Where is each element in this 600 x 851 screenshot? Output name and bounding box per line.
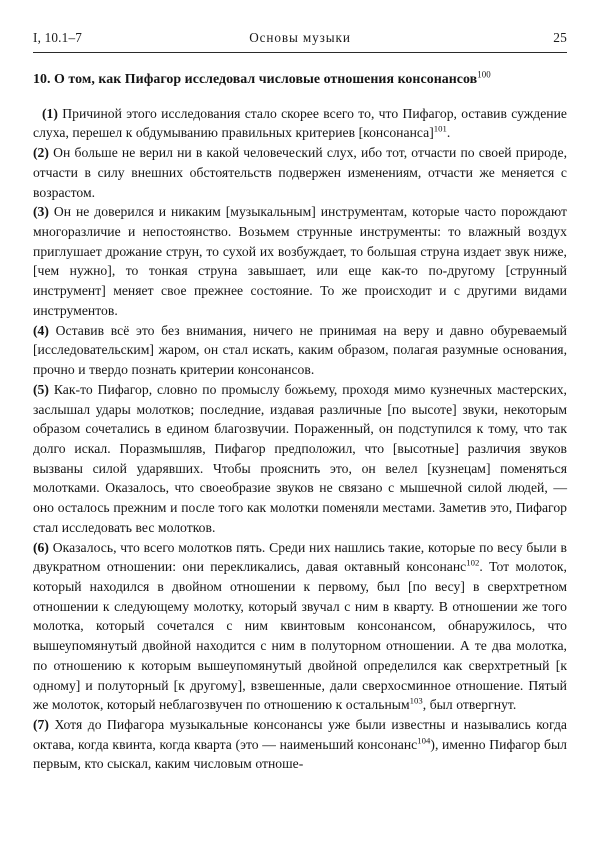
paragraph-5-text: Как-то Пифагор, словно по промыслу божьему, проходя мимо кузнечных мастерских, заслышал удары молотков; последние, издавая различные [по высоте] звуки, некоторым образом сочетались в едином благозвучии. Пораженный, он подступился к тому, что так долго искал. Поразмышляв, Пифагор предположил, что [высотные] различия звуков вызваны силой ударявших. Чтобы прояснить это, он велел [кузнецам] поменяться молотками. Оказалось, что своеобразие звуков не связано с мышечной силой людей, — оно осталось прежним и после того как молотки поменяли местами. Заметив это, Пифагор стал исследовать вес молотков.	[33, 381, 567, 535]
footnote-marker-102: 102	[466, 557, 480, 568]
paragraph-4	[33, 321, 567, 380]
paragraph-5	[33, 380, 567, 538]
paragraph-7	[33, 715, 567, 774]
paragraph-1-text-tail: .	[446, 125, 451, 141]
paragraph-2	[33, 143, 567, 202]
paragraph-7-text-tail: ), именно Пифагор был первым, кто сыскал, каким числовым отноше-	[33, 736, 567, 772]
paragraph-7-text: Хотя до Пифагора музыкальные консонансы уже были известны и назывались когда октава, когда квинта, когда кварта (это — наименьший консонанс	[33, 717, 567, 752]
running-head	[33, 30, 567, 46]
paragraph-6	[33, 538, 567, 715]
footnote-marker-100: 100	[477, 69, 491, 80]
page-number: 25	[553, 30, 567, 45]
paragraph-number-1: (1)	[42, 105, 58, 121]
footnote-marker-104: 104	[417, 735, 431, 746]
paragraph-number-7: (7)	[33, 717, 49, 733]
paragraph-3-text: Он не доверился и никаким [музыкальным] инструментам, которые часто порождают многоразличие и непостоянство. Возьмем струнные инструменты: то влажный воздух приглушает дрожание струн, то сухой их возбуждает, то большая струна издает звук ниже, [чем нужно], то тонкая струна завышает, или еще как-то по-другому [струнный инструмент] меняет свое прежнее состояние. То же происходит и с другими видами инструментов.	[33, 204, 567, 318]
paragraph-3	[33, 202, 567, 320]
running-head-rule	[33, 52, 567, 53]
footnote-marker-103: 103	[409, 695, 423, 706]
footnote-marker-101: 101	[433, 123, 447, 134]
section-title-text: 10. О том, как Пифагор исследовал числовые отношения	[33, 72, 395, 87]
paragraph-6-text-mid: . Тот молоток, который находился в двойном отношении к первому, был [по весу] в сверхтретном отношении к следующему молотку, который звучал с ним в кварту. В отношении же того молотка, который сочетался с ним квинтовым консонансом, обнаружилось, что вышеупомянутый двойной находится с ним в полуторном отношении. А те два молотка, по отношению к которым вышеупомянутый двойной определился как сверхтретный [к одному] и полуторный [к другому], взвешенные, дали сверхосминное отношение. Пятый же молоток, который неблагозвучен по отношению к остальным	[33, 559, 567, 713]
paragraph-number-5: (5)	[33, 381, 49, 397]
paragraph-2-text: Он больше не верил ни в какой человеческий слух, ибо тот, отчасти по своей природе, отчасти в силу внешних обстоятельств подвержен изменениям, отчасти же меняется с возрастом.	[33, 145, 567, 200]
section-title	[33, 70, 567, 90]
paragraph-6-text-tail: , был отвергнут.	[422, 697, 517, 713]
paragraph-1	[33, 104, 567, 143]
paragraph-6-text: Оказалось, что всего молотков пять. Среди них нашлись такие, которые по весу были в двукратном отношении: они перекликались, давая октавный консонанс	[33, 539, 567, 575]
paragraph-4-text: Оставив всё это без внимания, ничего не принимая на веру и давно обуреваемый [исследовательским] жаром, он стал искать, каким образом, полагая разумные основания, прочно и твердо познать критерии консонансов.	[33, 322, 567, 378]
text-column	[33, 70, 567, 774]
paragraph-number-4: (4)	[33, 322, 49, 338]
section-title-text-continued: консонансов	[397, 72, 478, 87]
paragraph-number-2: (2)	[33, 145, 49, 161]
running-head-left: I, 10.1–7	[33, 30, 83, 45]
running-head-title: Основы музыки	[249, 30, 351, 45]
paragraph-number-3: (3)	[33, 204, 49, 220]
paragraph-number-6: (6)	[33, 539, 49, 555]
paragraph-1-text: Причиной этого исследования стало скорее всего то, что Пифагор, оставив суждение слуха, перешел к обдумыванию правильных критериев [консонанса]	[33, 105, 567, 141]
